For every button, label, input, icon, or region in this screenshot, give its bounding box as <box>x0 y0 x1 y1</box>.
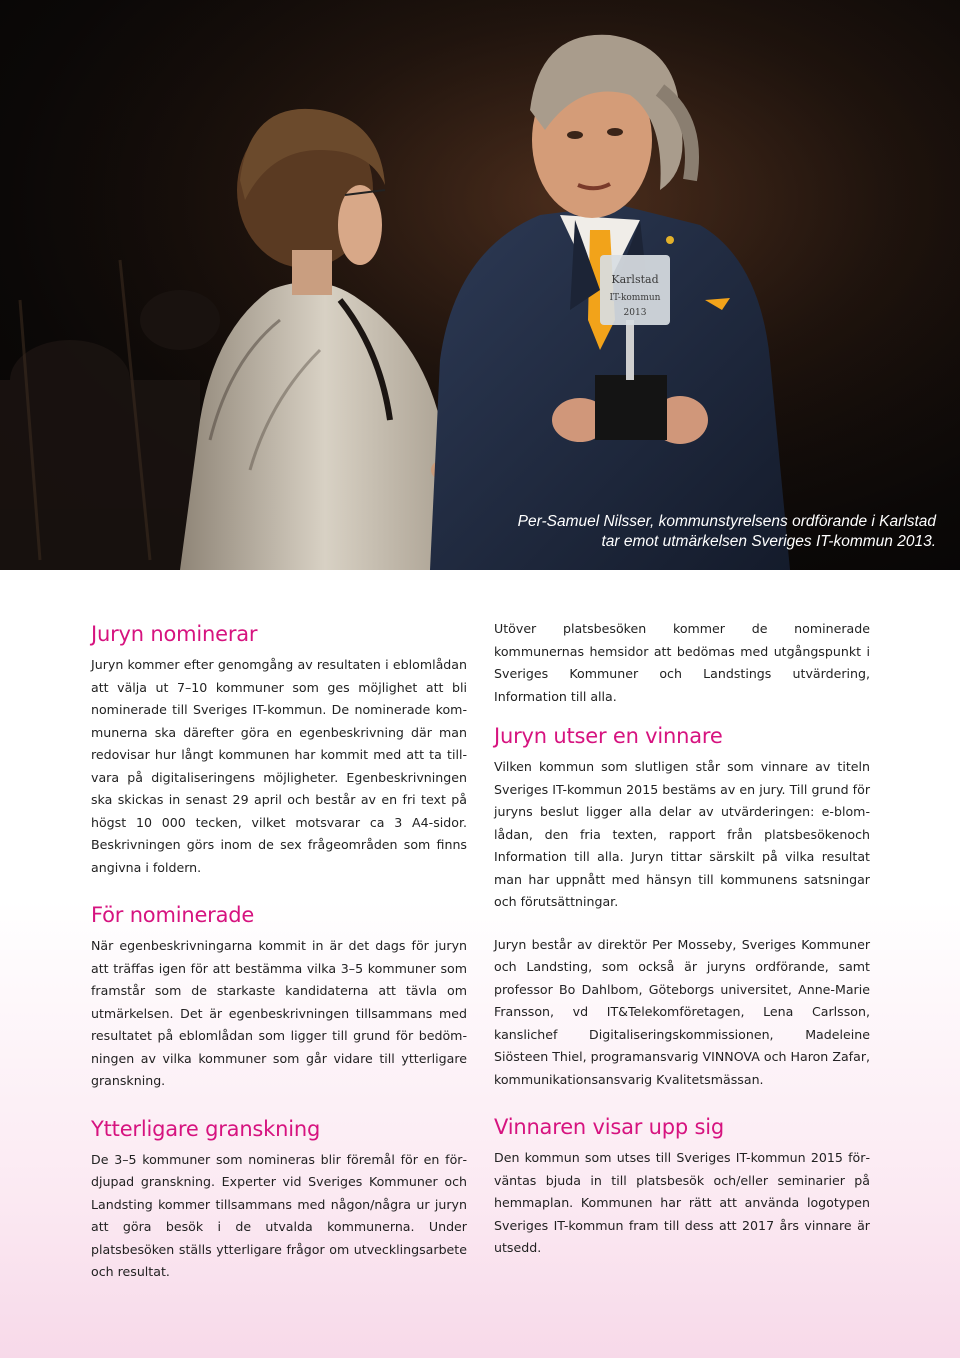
section-for-nominerade <box>91 901 467 1093</box>
body-ytterligare-granskning: De 3–5 kommuner som nomineras blir föremål för en fördjupad granskning. Experter vid Sveriges Kommuner och Landsting kommer tillsammans med någon/några ur juryn att göra besök i de utvalda kommunerna. Under platsbesöken ställs ytterligare frågor om utvecklingsarbete och resultat. <box>91 1151 467 1279</box>
photo-caption <box>376 512 936 552</box>
body-juryn-nominerar: Juryn kommer efter genomgång av resultaten i eblomlådan att välja ut 7–10 kommuner som ges möjlighet att bli nominerade till Sveriges IT-kommun. De nominerade kommunerna ska därefter göra en egenbeskrivning där man redovisar hur långt kommunen har kommit med att ta tillvara på digitaliseringens möjligheter. Egenbeskrivningen ska skickas in senast 29 april och består av en fri text på högst 10 000 tecken, vilket motsvarar ca 3 A4-sidor. Beskrivningen görs inom de sex frågeområden som finns angivna i foldern. <box>91 657 467 875</box>
right-column <box>494 618 870 1282</box>
svg-text:Karlstad: Karlstad <box>611 273 659 286</box>
left-column <box>91 618 467 1306</box>
intro-paragraph: Utöver platsbesöken kommer de nominerade kommunernas hemsidor att bedömas med utgångspunkt i Sveriges Kommuner och Landstings utvärdering, Information till alla. <box>494 621 870 704</box>
heading-juryn-nominerar: Juryn nominerar <box>91 622 258 646</box>
caption-line-1: Per-Samuel Nilsser, kommunstyrelsens ordförande i Karlstad <box>517 513 936 530</box>
heading-juryn-utser: Juryn utser en vinnare <box>494 724 723 748</box>
section-juryn-utser <box>494 722 870 1091</box>
svg-text:2013: 2013 <box>623 308 647 318</box>
body-vinnaren-visar: Den kommun som utses till Sveriges IT-kommun 2015 förväntas bjuda in till platsbesök och/eller seminarier på hemmaplan. Kommunen har rätt att använda logotypen Sveriges IT-kommun fram till dess att 2017 års vinnare är utsedd. <box>494 1150 870 1255</box>
body-juryn-utser: Vilken kommun som slutligen står som vinnare av titeln Sveriges IT-kommun 2015 bestäms av en jury. Till grund för juryns beslut ligger alla delar av utvärderingen: e-blomlådan, den fria texten, rapport från platsbesökenoch Information till alla. Juryn tittar särskilt på vilka resultat man har uppnått med hänsyn till kommunens satsningar och förutsättningar. <box>494 759 870 909</box>
section-vinnaren-visar <box>494 1113 870 1260</box>
caption-line-2: tar emot utmärkelsen Sveriges IT-kommun 2013. <box>601 533 936 550</box>
award-ceremony-illustration <box>0 0 960 570</box>
body-for-nominerade: När egenbeskrivningarna kommit in är det dags för juryn att träffas igen för att bestämma vilka 3–5 kommuner som framstår som de starkaste kandidaterna att tävla om utmärkelsen. Det är egenbeskrivningen tillsammans med resultatet på eblomlådan som ligger till grund för bedömningen av vilka kommuner som går vidare till ytterligare granskning. <box>91 938 467 1088</box>
heading-vinnaren-visar: Vinnaren visar upp sig <box>494 1115 725 1139</box>
heading-ytterligare-granskning: Ytterligare granskning <box>91 1116 321 1141</box>
heading-for-nominerade: För nominerade <box>91 903 255 927</box>
body-jury-members: Juryn består av direktör Per Mosseby, Sveriges Kommuner och Landsting, som också är juryns ordförande, samt professor Bo Dahlbom, Göteborgs universitet, Anne-Marie Fransson, vd IT&Telekomföretagen, Lena Carlsson, kanslichef Digitaliseringskommissionen, Madeleine Siösteen Thiel, programansvarig VINNOVA och Haron Zafar, kommunikationsansvarig Kvalitetsmässan. <box>494 936 870 1087</box>
section-juryn-nominerar <box>91 620 467 879</box>
award-photo <box>0 0 960 570</box>
section-ytterligare-granskning <box>91 1115 467 1284</box>
svg-text:IT-kommun: IT-kommun <box>609 293 661 303</box>
